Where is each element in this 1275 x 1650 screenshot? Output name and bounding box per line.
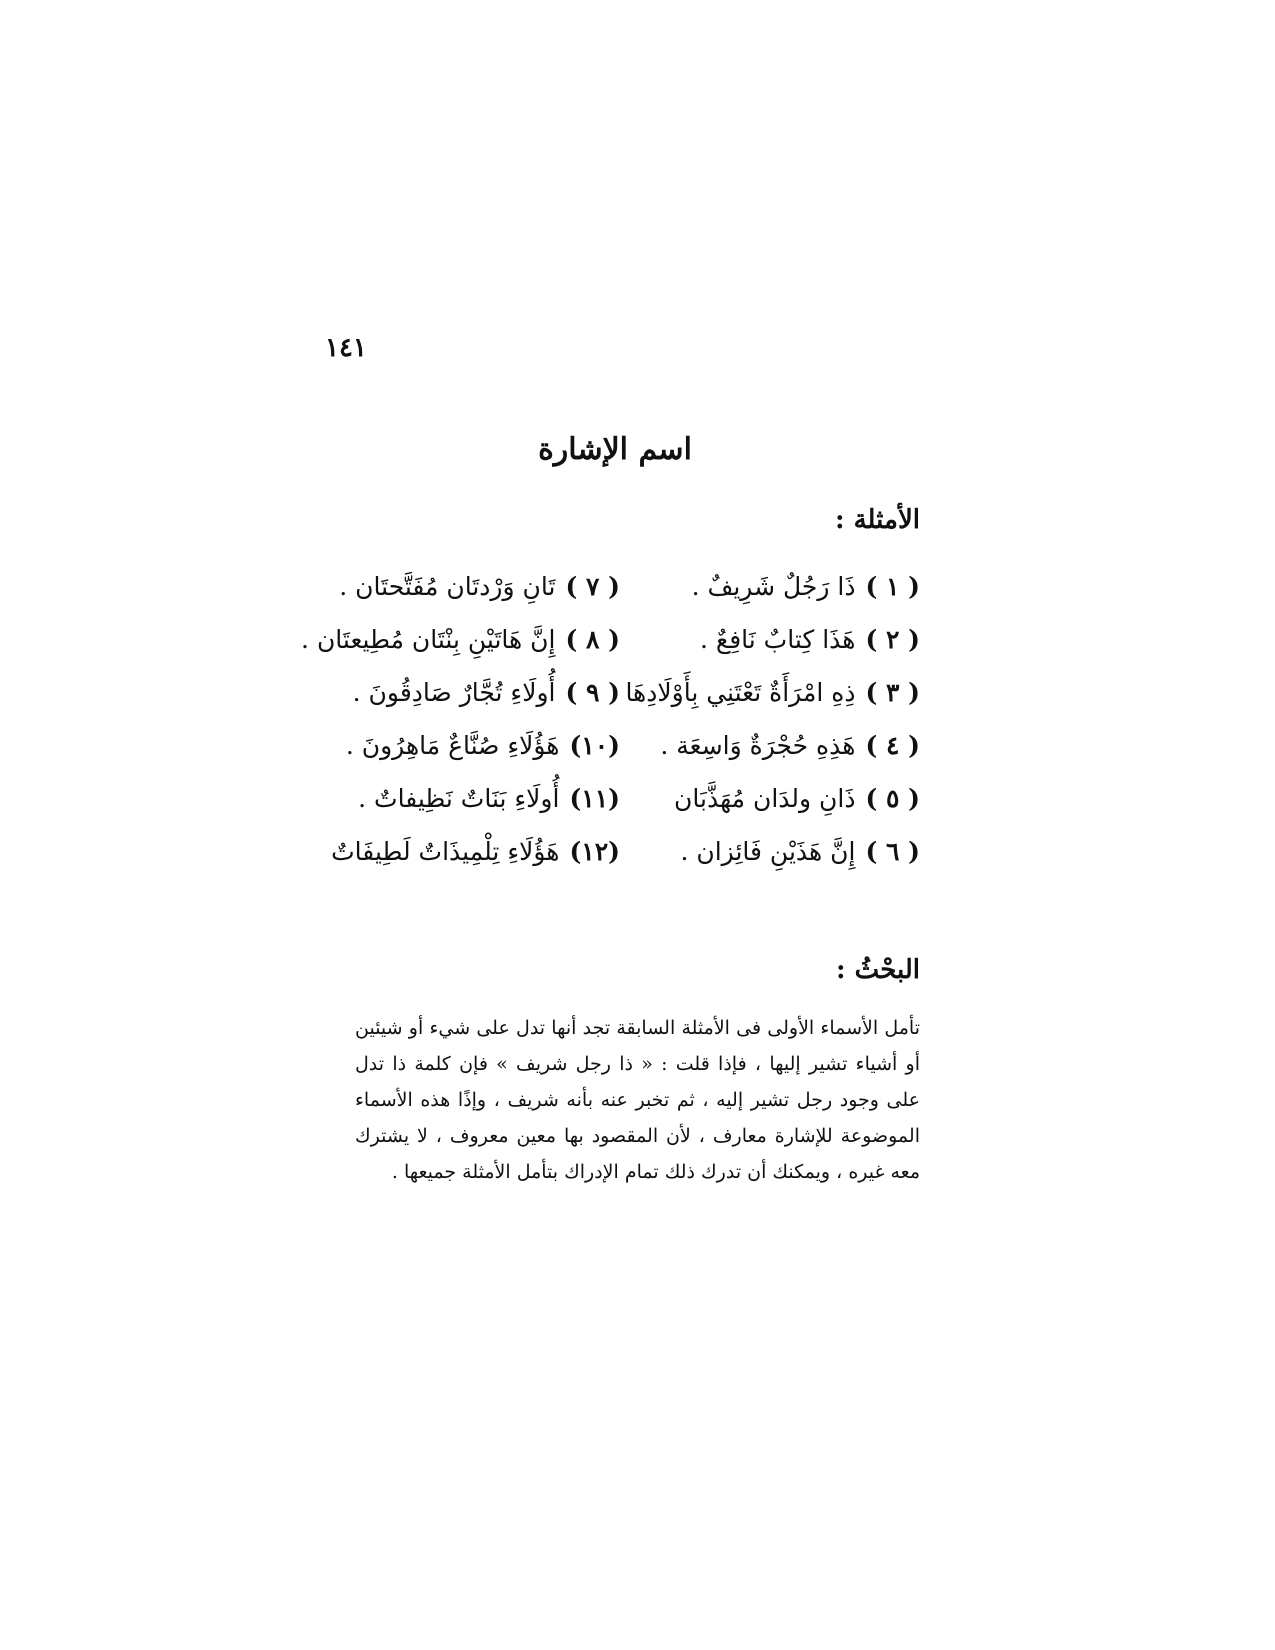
example-item (330, 772, 620, 825)
example-number: ( ٦ ) (865, 837, 920, 866)
example-item (650, 825, 920, 878)
example-number: (١١) (569, 784, 620, 813)
example-text: ذِهِ امْرَأَةٌ تَعْتَنِي بِأَوْلَادِهَا (625, 678, 856, 707)
example-item (625, 666, 920, 719)
example-item (650, 613, 920, 666)
example-item (650, 772, 920, 825)
example-number: ( ١ ) (865, 572, 920, 601)
example-number: ( ٧ ) (565, 572, 620, 601)
example-number: (١٢) (569, 837, 620, 866)
page-number: ١٤١ (325, 333, 367, 363)
example-text: إِنَّ هَاتَيْنِ بِنْتَان مُطِيعتَان . (301, 625, 556, 654)
example-item (301, 613, 620, 666)
example-number: ( ٥ ) (865, 784, 920, 813)
discussion-heading: البحْثُ : (836, 955, 920, 985)
example-number: ( ٢ ) (865, 625, 920, 654)
example-text: تَانِ وَرْدتَان مُفَتَّحتَان . (339, 572, 556, 601)
example-number: ( ٣ ) (865, 678, 920, 707)
example-text: هَؤُلَاءِ تِلْمِيذَاتٌ لَطِيفَاتٌ (331, 837, 560, 866)
example-text: هَذِهِ حُجْرَةٌ وَاسِعَة . (660, 731, 856, 760)
example-text: ذَانِ ولدَان مُهَذَّبَان (674, 784, 856, 813)
example-text: إِنَّ هَذَيْنِ فَائِزان . (680, 837, 856, 866)
examples-list-left (301, 560, 620, 878)
discussion-paragraph: تأمل الأسماء الأولى فى الأمثلة السابقة تجد أنها تدل على شيء أو شيئين أو أشياء تشير إليها ، فإذا قلت : « ذا رجل شريف » فإن كلمة ذا تدل على وجود رجل تشير إليه ، ثم تخبر عنه بأنه شريف ، وإذًا هذه الأسماء الموضوعة للإشارة معارف ، لأن المقصود بها معين معروف ، لا يشترك معه غيره ، ويمكنك أن تدرك ذلك تمام الإدراك بتأمل الأمثلة جميعها . (355, 1017, 920, 1183)
example-item (330, 825, 620, 878)
page-title: اسم الإشارة (538, 432, 692, 467)
example-text: أُولَاءِ بَنَاتٌ نَظِيفاتٌ . (358, 784, 560, 813)
example-number: (١٠) (569, 731, 620, 760)
example-item (330, 666, 620, 719)
example-item (650, 560, 920, 613)
example-number: ( ٤ ) (865, 731, 920, 760)
example-text: هَؤُلَاءِ صُنَّاعٌ مَاهِرُونَ . (345, 731, 560, 760)
example-item (330, 719, 620, 772)
example-text: هَذَا كِتابٌ نَافِعٌ . (700, 625, 856, 654)
example-item (330, 560, 620, 613)
example-text: أُولَاءِ تُجَّارٌ صَادِقُونَ . (352, 678, 556, 707)
example-number: ( ٨ ) (565, 625, 620, 654)
example-item (650, 719, 920, 772)
example-text: ذَا رَجُلٌ شَرِيفٌ . (691, 572, 856, 601)
example-number: ( ٩ ) (565, 678, 620, 707)
examples-heading: الأمثلة : (834, 505, 920, 535)
examples-list-right (625, 560, 920, 878)
